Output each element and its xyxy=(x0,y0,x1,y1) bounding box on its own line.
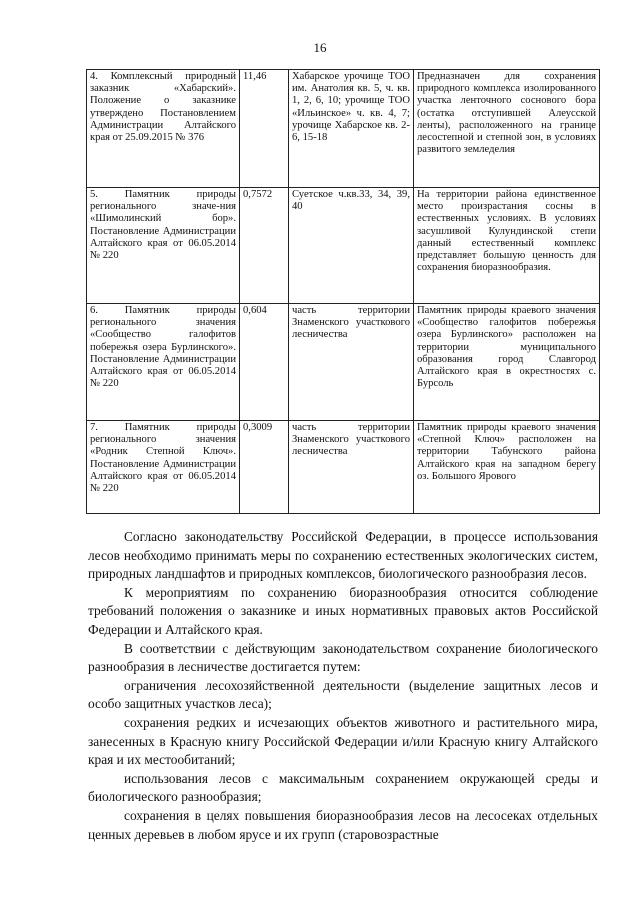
table-row xyxy=(87,70,600,188)
paragraph: Согласно законодательству Российской Федерации, в процессе использования лесов необходимо принимать меры по сохранению естественных экологических систем, природных ландшафтов и природных комплексов, биологического разнообразия лесов. xyxy=(88,529,598,582)
protected-areas-table xyxy=(86,69,600,514)
area-size-cell: 0,7572 xyxy=(240,188,289,304)
page-number: 16 xyxy=(313,40,327,55)
area-name-cell: 6. Памятник природы регионального значения «Сообщество галофитов побережья озера Бурлинского». Постановление Администрации Алтайского края от 06.05.2014 № 220 xyxy=(87,304,240,421)
area-size-cell: 0,604 xyxy=(240,304,289,421)
description-cell: Предназначен для сохранения природного комплекса изолированного участка ленточного соснового бора (остатка отступившей Алеусской ленты), расположенного на границе лесостепной и степной зон, в условиях развитого земледелия xyxy=(414,70,600,188)
table-row xyxy=(87,304,600,421)
description-cell: Памятник природы краевого значения «Сообщество галофитов побережья озера Бурлинского» расположен на территории муниципального образования город Славгород Алтайского края в окрестностях с. Бурсоль xyxy=(414,304,600,421)
table-row xyxy=(87,188,600,304)
area-size-cell: 11,46 xyxy=(240,70,289,188)
location-cell: часть территории Знаменского участкового лесничества xyxy=(289,421,414,514)
location-cell: Хабарское урочище ТОО им. Анатолия кв. 5, ч. кв. 1, 2, 6, 10; урочище ТОО «Ильинское» ч. кв. 4, 7; урочище Хабарское кв. 2-6, 15-18 xyxy=(289,70,414,188)
description-cell: Памятник природы краевого значения «Степной Ключ» расположен на территории Табунского района Алтайского края на западном берегу оз. Большого Ярового xyxy=(414,421,600,514)
area-name-cell: 7. Памятник природы регионального значения «Родник Степной Ключ». Постановление Администрации Алтайского края от 06.05.2014 № 220 xyxy=(87,421,240,514)
area-name-cell: 5. Памятник природы регионального значе-ния «Шимолинский бор». Постановление Администрации Алтайского края от 06.05.2014 № 220 xyxy=(87,188,240,304)
description-cell: На территории района единственное место произрастания сосны в естественных условиях. В условиях засушливой Кулундинской степи данный естественный комплекс представляет большую ценность для сохранения биоразнообразия. xyxy=(414,188,600,304)
body-text xyxy=(88,528,598,844)
paragraph: В соответствии с действующим законодательством сохранение биологического разнообразия в лесничестве достигается путем: xyxy=(88,640,598,675)
location-cell: часть территории Знаменского участкового лесничества xyxy=(289,304,414,421)
list-item: сохранения редких и исчезающих объектов животного и растительного мира, занесенных в Красную книгу Российской Федерации и/или Красную книгу Алтайского края и их местообитаний; xyxy=(88,714,598,768)
paragraph: К мероприятиям по сохранению биоразнообразия относится соблюдение требований положения о заказнике и иных нормативных правовых актов Российской Федерации и Алтайского края. xyxy=(88,584,598,637)
location-cell: Суетское ч.кв.33, 34, 39, 40 xyxy=(289,188,414,304)
area-size-cell: 0,3009 xyxy=(240,421,289,514)
list-item: использования лесов с максимальным сохранением окружающей среды и биологического разнообразия; xyxy=(88,770,598,805)
list-item: сохранения в целях повышения биоразнообразия лесов на лесосеках отдельных ценных деревьев в любом ярусе и их групп (старовозрастные xyxy=(88,807,598,842)
list-item: ограничения лесохозяйственной деятельности (выделение защитных лесов и особо защитных участков леса); xyxy=(88,677,598,712)
area-name-cell: 4. Комплексный природный заказник «Хабарский». Положение о заказнике утверждено Постановлением Администрации Алтайского края от 25.09.2015 № 376 xyxy=(87,70,240,188)
table-row xyxy=(87,421,600,514)
